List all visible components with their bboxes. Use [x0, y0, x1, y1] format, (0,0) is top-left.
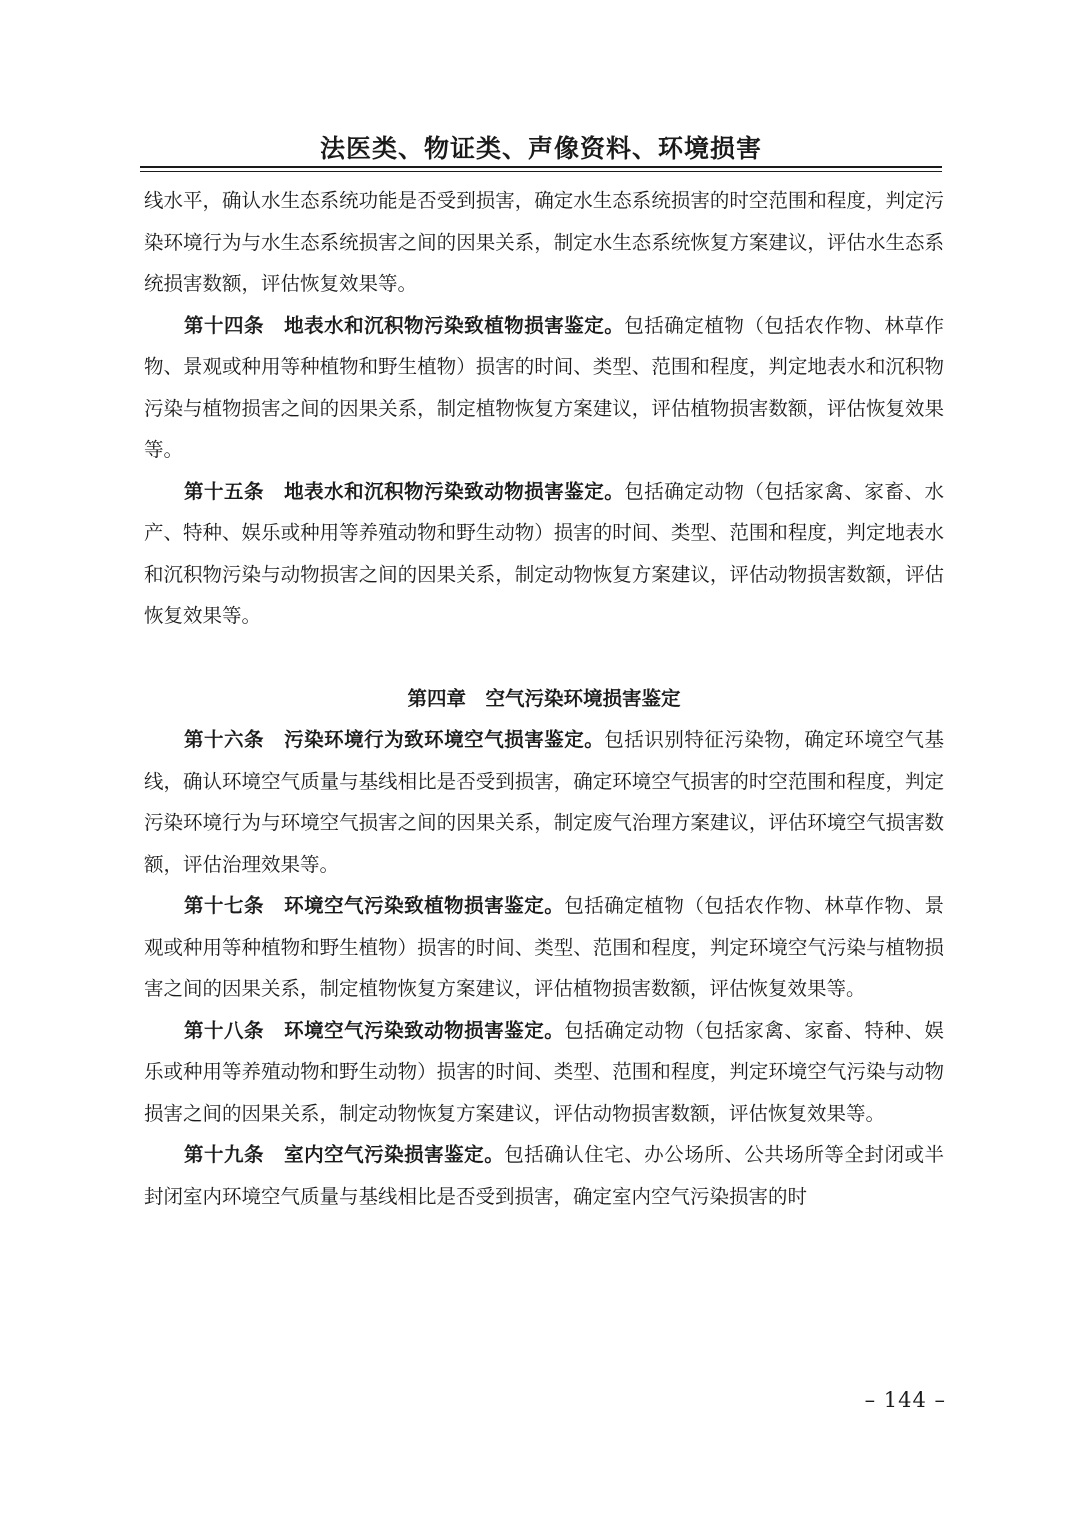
article-title: 第十九条 室内空气污染损害鉴定。 — [184, 1143, 505, 1166]
article-text: 包括确定植物（包括农作物、林草作物、景观或种用等种植物和野生植物）损害的时间、类型、范围和程度，判定环境空气污染与植物损害之间的因果关系，制定植物恢复方案建议，评估植物损害数额，评估恢复效果等。 — [144, 894, 944, 1000]
header-rule — [140, 166, 942, 168]
article-title: 第十七条 环境空气污染致植物损害鉴定。 — [184, 894, 565, 917]
article-16 — [144, 719, 944, 885]
article-title: 第十八条 环境空气污染致动物损害鉴定。 — [184, 1018, 565, 1042]
article-title: 第十六条 污染环境行为致环境空气损害鉴定。 — [184, 728, 605, 751]
article-text: 包括确认住宅、办公场所、公共场所等全封闭或半封闭室内环境空气质量与基线相比是否受到损害，确定室内空气污染损害的时 — [144, 1143, 944, 1208]
paragraph-text: 线水平，确认水生态系统功能是否受到损害，确定水生态系统损害的时空范围和程度，判定污染环境行为与水生态系统损害之间的因果关系，制定水生态系统恢复方案建议，评估水生态系统损害数额，评估恢复效果等。 — [144, 189, 944, 295]
header-rule-secondary — [140, 171, 942, 172]
article-text: 包括识别特征污染物，确定环境空气基线，确认环境空气质量与基线相比是否受到损害，确定环境空气损害的时空范围和程度，判定污染环境行为与环境空气损害之间的因果关系，制定废气治理方案建议，评估环境空气损害数额，评估治理效果等。 — [144, 728, 944, 876]
article-18 — [144, 1010, 944, 1135]
article-17 — [144, 885, 944, 1010]
page-number: – 144 – — [864, 1388, 946, 1412]
body-text — [144, 180, 944, 1217]
paragraph-continued — [144, 180, 944, 305]
article-19 — [144, 1134, 944, 1217]
article-15 — [144, 471, 944, 637]
running-header: 法医类、物证类、声像资料、环境损害 — [319, 134, 762, 163]
article-text: 包括确定植物（包括农作物、林草作物、景观或种用等种植物和野生植物）损害的时间、类型、范围和程度，判定地表水和沉积物污染与植物损害之间的因果关系，制定植物恢复方案建议，评估植物损害数额，评估恢复效果等。 — [144, 313, 944, 461]
article-text: 包括确定动物（包括家禽、家畜、特种、娱乐或种用等养殖动物和野生动物）损害的时间、类型、范围和程度，判定环境空气污染与动物损害之间的因果关系，制定动物恢复方案建议，评估动物损害数额，评估恢复效果等。 — [144, 1018, 944, 1125]
article-title: 第十四条 地表水和沉积物污染致植物损害鉴定。 — [184, 313, 625, 337]
article-text: 包括确定动物（包括家禽、家畜、水产、特种、娱乐或种用等养殖动物和野生动物）损害的时间、类型、范围和程度，判定地表水和沉积物污染与动物损害之间的因果关系，制定动物恢复方案建议，评估动物损害数额，评估恢复效果等。 — [144, 479, 944, 627]
article-title: 第十五条 地表水和沉积物污染致动物损害鉴定。 — [184, 479, 625, 503]
article-14 — [144, 305, 944, 471]
chapter-heading: 第四章 空气污染环境损害鉴定 — [407, 686, 681, 710]
